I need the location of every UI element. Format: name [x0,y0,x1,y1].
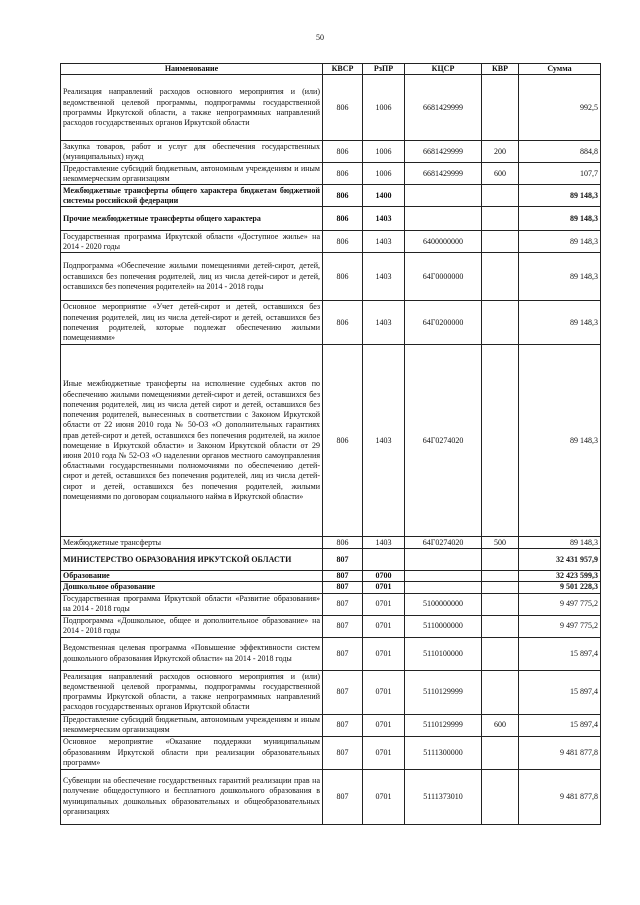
cell-name: Основное мероприятие «Оказание поддержки муниципальным образованиям Иркутской области при реализации образовательных программ» [61,736,323,769]
cell-kvsr: 806 [323,163,363,185]
table-body [61,75,601,824]
table-row [61,714,601,736]
cell-kvr [482,231,519,253]
cell-rzpr: 1400 [363,185,405,207]
cell-kvr [482,637,519,670]
table-row [61,141,601,163]
cell-sum: 32 431 957,9 [519,549,601,571]
cell-kvsr: 806 [323,141,363,163]
cell-kcsr: 5111300000 [405,736,482,769]
cell-sum: 9 497 775,2 [519,593,601,615]
cell-rzpr [363,549,405,571]
cell-kvsr: 807 [323,582,363,593]
cell-name: Подпрограмма «Обеспечение жилыми помещениями детей-сирот, детей, оставшихся без попечения родителей, лиц из числа детей-сирот и детей, оставшихся без попечения родителей» на 2014 - 2018 годы [61,253,323,301]
table-row [61,345,601,537]
table-row [61,769,601,824]
cell-rzpr: 1403 [363,345,405,537]
cell-name: Государственная программа Иркутской области «Развитие образования» на 2014 - 2018 годы [61,593,323,615]
cell-kvsr: 806 [323,75,363,141]
cell-rzpr: 0701 [363,615,405,637]
cell-kcsr [405,582,482,593]
cell-kcsr [405,207,482,231]
cell-kvr [482,549,519,571]
table-row [61,301,601,345]
cell-sum: 9 501 228,3 [519,582,601,593]
cell-name: Подпрограмма «Дошкольное, общее и дополнительное образование» на 2014 - 2018 годы [61,615,323,637]
table-row [61,637,601,670]
cell-sum: 9 481 877,8 [519,736,601,769]
cell-kvr [482,736,519,769]
cell-rzpr: 1403 [363,301,405,345]
cell-name: Межбюджетные трансферты [61,537,323,549]
cell-kvr [482,301,519,345]
col-header-sum: Сумма [519,64,601,75]
cell-sum: 89 148,3 [519,231,601,253]
cell-rzpr: 1006 [363,75,405,141]
cell-rzpr: 1006 [363,163,405,185]
cell-sum: 89 148,3 [519,345,601,537]
cell-kcsr: 64Г0000000 [405,253,482,301]
cell-name: Прочие межбюджетные трансферты общего характера [61,207,323,231]
cell-kvsr: 806 [323,185,363,207]
table-row [61,615,601,637]
cell-name: Ведомственная целевая программа «Повышение эффективности систем дошкольного образования Иркутской области» на 2014 - 2018 годы [61,637,323,670]
cell-rzpr: 1403 [363,253,405,301]
cell-kcsr: 6400000000 [405,231,482,253]
cell-name: Основное мероприятие «Учет детей-сирот и детей, оставшихся без попечения родителей, лиц из числа детей-сирот и детей, оставшихся без попечения родителей, которые подлежат обеспечению жилыми помещениями» [61,301,323,345]
cell-name: МИНИСТЕРСТВО ОБРАЗОВАНИЯ ИРКУТСКОЙ ОБЛАСТИ [61,549,323,571]
cell-name: Образование [61,571,323,582]
cell-kvr [482,571,519,582]
cell-kvr [482,582,519,593]
cell-rzpr: 0701 [363,637,405,670]
cell-kvr [482,670,519,714]
cell-kvsr: 806 [323,207,363,231]
cell-name: Реализация направлений расходов основного мероприятия и (или) ведомственной целевой программы, подпрограммы государственной программы Иркутской области, а также непрограммных направлений расходов государственных органов Иркутской области [61,75,323,141]
cell-rzpr: 0701 [363,769,405,824]
cell-kvsr: 807 [323,615,363,637]
col-header-name: Наименование [61,64,323,75]
cell-kvsr: 806 [323,231,363,253]
col-header-kvsr: КВСР [323,64,363,75]
table-header-row [61,64,601,75]
cell-kvr [482,615,519,637]
cell-sum: 89 148,3 [519,207,601,231]
cell-sum: 89 148,3 [519,537,601,549]
table-row [61,537,601,549]
cell-sum: 89 148,3 [519,185,601,207]
cell-kcsr: 64Г0274020 [405,537,482,549]
table-row [61,163,601,185]
cell-sum: 15 897,4 [519,670,601,714]
cell-name: Государственная программа Иркутской области «Доступное жилье» на 2014 - 2020 годы [61,231,323,253]
table-row [61,670,601,714]
cell-kcsr: 5110129999 [405,714,482,736]
table-row [61,582,601,593]
cell-kcsr: 5110100000 [405,637,482,670]
cell-kcsr: 6681429999 [405,141,482,163]
cell-sum: 992,5 [519,75,601,141]
table-row [61,571,601,582]
cell-sum: 884,8 [519,141,601,163]
cell-name: Субвенции на обеспечение государственных гарантий реализации прав на получение общедоступного и бесплатного дошкольного образования в муниципальных дошкольных образовательных и общеобразовательных организациях [61,769,323,824]
cell-rzpr: 0700 [363,571,405,582]
cell-kcsr: 5110000000 [405,615,482,637]
cell-kvr: 500 [482,537,519,549]
cell-kvr [482,253,519,301]
cell-kcsr [405,571,482,582]
cell-name: Реализация направлений расходов основного мероприятия и (или) ведомственной целевой программы, подпрограммы государственной программы Иркутской области, а также непрограммных направлений расходов государственных органов Иркутской области [61,670,323,714]
cell-kvsr: 807 [323,637,363,670]
table-row [61,736,601,769]
budget-table [60,63,601,825]
cell-sum: 89 148,3 [519,253,601,301]
cell-rzpr: 0701 [363,714,405,736]
cell-rzpr: 1403 [363,231,405,253]
cell-kvsr: 806 [323,537,363,549]
cell-rzpr: 1006 [363,141,405,163]
cell-kcsr: 64Г0274020 [405,345,482,537]
cell-rzpr: 1403 [363,537,405,549]
cell-kvr [482,185,519,207]
table-row [61,593,601,615]
cell-name: Предоставление субсидий бюджетным, автономным учреждениям и иным некоммерческим организациям [61,163,323,185]
col-header-rzpr: РзПР [363,64,405,75]
cell-kvr [482,75,519,141]
cell-rzpr: 0701 [363,582,405,593]
cell-rzpr: 0701 [363,593,405,615]
cell-kcsr: 6681429999 [405,163,482,185]
cell-rzpr: 0701 [363,670,405,714]
cell-kcsr: 5110129999 [405,670,482,714]
cell-kvsr: 807 [323,736,363,769]
cell-kvsr: 806 [323,345,363,537]
cell-sum: 9 497 775,2 [519,615,601,637]
cell-kvsr: 807 [323,571,363,582]
table-row [61,549,601,571]
cell-kvr [482,345,519,537]
cell-kcsr: 5111373010 [405,769,482,824]
cell-kvr [482,769,519,824]
cell-kvsr: 806 [323,253,363,301]
cell-rzpr: 1403 [363,207,405,231]
cell-kvr [482,207,519,231]
cell-sum: 89 148,3 [519,301,601,345]
cell-sum: 107,7 [519,163,601,185]
cell-name: Дошкольное образование [61,582,323,593]
col-header-kcsr: КЦСР [405,64,482,75]
table-row [61,253,601,301]
cell-rzpr: 0701 [363,736,405,769]
cell-kvr [482,593,519,615]
cell-kvr: 200 [482,141,519,163]
cell-kvsr: 807 [323,593,363,615]
cell-sum: 15 897,4 [519,714,601,736]
cell-kvsr: 807 [323,769,363,824]
cell-kvsr: 807 [323,549,363,571]
table-row [61,207,601,231]
cell-kcsr [405,549,482,571]
cell-name: Закупка товаров, работ и услуг для обеспечения государственных (муниципальных) нужд [61,141,323,163]
cell-kcsr: 64Г0200000 [405,301,482,345]
cell-kvr: 600 [482,163,519,185]
cell-name: Иные межбюджетные трансферты на исполнение судебных актов по обеспечению жилыми помещениями детей-сирот и детей, оставшихся без попечения родителей, лиц из числа детей сирот и детей, оставшихся без попечения родителей, вынесенных в соответствии с Законом Иркутской области от 22 июня 2010 года № 50-ОЗ «О дополнительных гарантиях прав детей-сирот и детей, оставшихся без попечения родителей, на жилое помещение в Иркутской области» и Законом Иркутской области от 29 июня 2010 года № 52-ОЗ «О наделении органов местного самоуправления областными государственными полномочиями по обеспечению детей-сирот и детей, оставшихся без попечения родителей, лиц из числа детей-сирот и детей, оставшихся без попечения родителей, жилыми помещениями по договорам социального найма в Иркутской области» [61,345,323,537]
cell-sum: 9 481 877,8 [519,769,601,824]
cell-kcsr: 5100000000 [405,593,482,615]
cell-sum: 15 897,4 [519,637,601,670]
table-row [61,231,601,253]
cell-kvsr: 807 [323,670,363,714]
cell-kvsr: 806 [323,301,363,345]
cell-sum: 32 423 599,3 [519,571,601,582]
table-row [61,185,601,207]
table-row [61,75,601,141]
col-header-kvr: КВР [482,64,519,75]
cell-kcsr [405,185,482,207]
page-number: 50 [316,33,324,42]
cell-kvr: 600 [482,714,519,736]
cell-name: Межбюджетные трансферты общего характера бюджетам бюджетной системы российской федерации [61,185,323,207]
cell-kvsr: 807 [323,714,363,736]
cell-kcsr: 6681429999 [405,75,482,141]
cell-name: Предоставление субсидий бюджетным, автономным учреждениям и иным некоммерческим организациям [61,714,323,736]
